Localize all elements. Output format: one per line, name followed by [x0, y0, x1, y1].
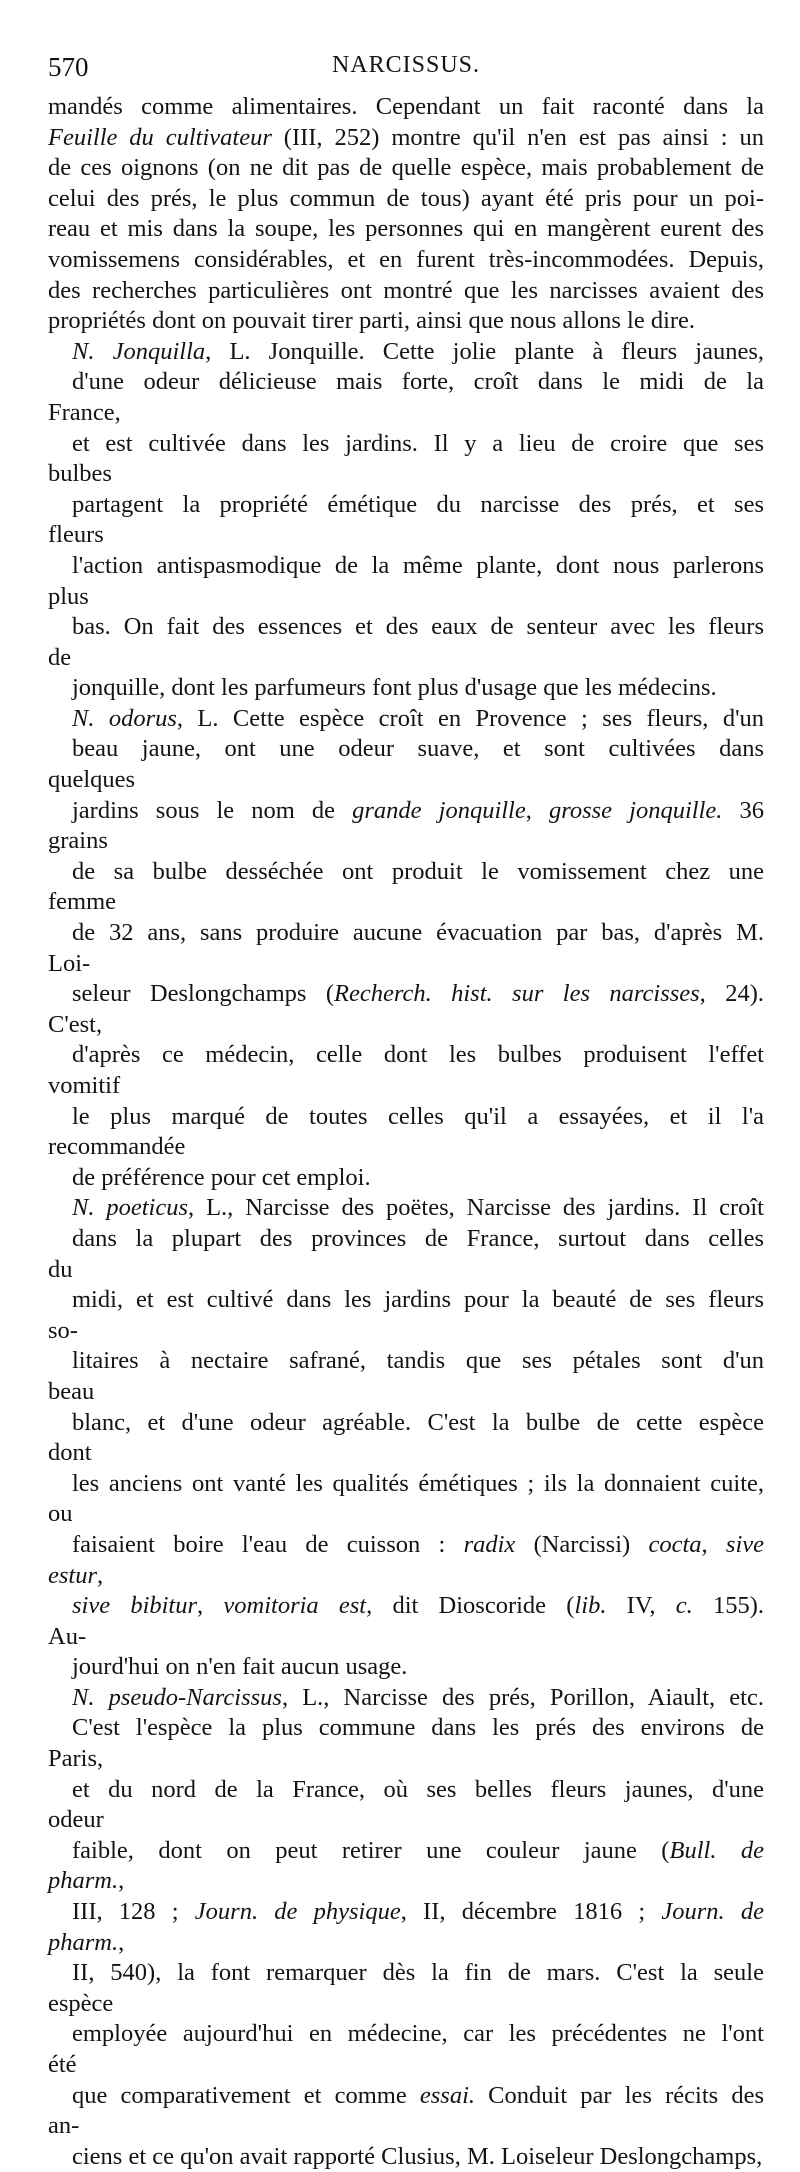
- text-run: de ces oignons (on ne dit pas de quelle espèce, mais probablement de: [48, 154, 764, 182]
- text-line: [48, 1591, 764, 1652]
- page-number: 570: [48, 52, 89, 82]
- text-run: ciens et ce qu'on avait rapporté Clusius, M. Loiseleur Deslongchamps,: [72, 2142, 763, 2170]
- text-line: [48, 1652, 764, 1683]
- text-line: [48, 1958, 764, 2019]
- italic-run: N. Jonquilla: [72, 337, 206, 365]
- italic-run: N. poeticus: [72, 1194, 189, 1222]
- italic-run: vomitoria est: [223, 1592, 367, 1620]
- text-line: [48, 337, 764, 368]
- text-run: 155). Au-: [48, 1592, 764, 1650]
- text-line: [48, 2081, 764, 2142]
- text-run: ,: [118, 1867, 125, 1895]
- text-line: [48, 2019, 764, 2080]
- paragraph-p1: [48, 92, 764, 337]
- italic-run: lib.: [574, 1592, 607, 1620]
- text-run: partagent la propriété émétique du narcisse des prés, et ses fleurs: [48, 490, 764, 549]
- text-run: , L. Cette espèce croît en Provence ; ses fleurs, d'un: [176, 704, 764, 732]
- text-run: , 24). C'est,: [48, 980, 764, 1038]
- text-run: les anciens ont vanté les qualités émétiques ; ils la donnaient cuite, ou: [48, 1469, 764, 1528]
- text-line: [48, 1408, 764, 1469]
- text-run: propriétés dont on pouvait tirer parti, ainsi que nous allons le dire.: [48, 307, 696, 335]
- text-line: [48, 123, 764, 154]
- italic-run: essai.: [419, 2081, 476, 2109]
- text-run: , L., Narcisse des prés, Porillon, Aiault, etc.: [281, 1683, 764, 1711]
- page-header: [48, 52, 764, 92]
- italic-run: N. odorus: [72, 704, 177, 732]
- text-run: ,: [525, 796, 549, 824]
- text-line: [48, 612, 764, 673]
- text-run: 36 grains: [48, 796, 764, 855]
- text-run: II, 540), la font remarquer dès la fin de mars. C'est la seule espèce: [48, 1959, 764, 2017]
- text-run: employée aujourd'hui en médecine, car les précédentes ne l'ont été: [48, 2020, 764, 2078]
- text-line: [48, 92, 764, 123]
- paragraph-p4: [48, 1193, 764, 1683]
- italic-run: Bull. de pharm.: [48, 1836, 764, 1895]
- text-run: celui des prés, le plus commun de tous) ayant été pris pour un poi-: [48, 184, 764, 212]
- italic-run: sive bibitur: [72, 1592, 198, 1620]
- text-run: beau jaune, ont une odeur suave, et sont cultivées dans quelques: [48, 735, 764, 794]
- text-line: [48, 1193, 764, 1224]
- text-run: reau et mis dans la soupe, les personnes qui en mangèrent eurent des: [48, 215, 764, 243]
- text-line: [48, 1836, 764, 1897]
- text-line: [48, 1683, 764, 1714]
- text-line: [48, 1163, 764, 1194]
- italic-run: N. pseudo-Narcissus: [72, 1683, 282, 1711]
- italic-run: Journ. de pharm.: [48, 1898, 764, 1956]
- text-run: faisaient boire l'eau de cuisson :: [72, 1530, 464, 1558]
- body-text: [48, 92, 764, 2172]
- text-run: le plus marqué de toutes celles qu'il a essayées, et il l'a recommandée: [48, 1102, 764, 1161]
- text-line: [48, 490, 764, 551]
- text-line: [48, 734, 764, 795]
- text-run: litaires à nectaire safrané, tandis que ses pétales sont d'un beau: [48, 1347, 764, 1405]
- text-line: [48, 1285, 764, 1346]
- text-run: ,: [97, 1561, 104, 1589]
- text-run: de préférence pour cet emploi.: [72, 1163, 371, 1191]
- text-run: dans la plupart des provinces de France, surtout dans celles du: [48, 1224, 764, 1283]
- text-run: de sa bulbe desséchée ont produit le vomissement chez une femme: [48, 857, 764, 916]
- text-run: Conduit par les récits des an-: [48, 2081, 764, 2140]
- text-line: [48, 1530, 764, 1591]
- paragraph-p5: [48, 1683, 764, 2172]
- text-run: l'action antispasmodique de la même plante, dont nous parlerons plus: [48, 551, 764, 610]
- text-run: vomissemens considérables, et en furent très-incommodées. Depuis,: [48, 245, 764, 273]
- text-line: [48, 1102, 764, 1163]
- text-line: [48, 153, 764, 184]
- text-line: [48, 276, 764, 307]
- text-run: d'après ce médecin, celle dont les bulbes produisent l'effet vomitif: [48, 1041, 764, 1099]
- text-run: ,: [118, 1928, 125, 1956]
- text-run: ,: [701, 1530, 726, 1558]
- text-line: [48, 184, 764, 215]
- text-run: et est cultivée dans les jardins. Il y a lieu de croire que ses bulbes: [48, 429, 764, 488]
- text-line: [48, 857, 764, 918]
- text-run: seleur Deslongchamps (: [72, 980, 334, 1008]
- text-run: de 32 ans, sans produire aucune évacuation par bas, d'après M. Loi-: [48, 919, 764, 977]
- text-line: [48, 2142, 764, 2172]
- italic-run: grosse jonquille.: [548, 796, 723, 824]
- italic-run: radix: [463, 1530, 516, 1558]
- text-run: ,: [197, 1592, 224, 1620]
- text-run: que comparativement et comme: [72, 2081, 420, 2109]
- text-run: C'est l'espèce la plus commune dans les prés des environs de Paris,: [48, 1714, 764, 1773]
- text-run: faible, dont on peut retirer une couleur jaune (: [72, 1836, 670, 1864]
- text-line: [48, 551, 764, 612]
- text-run: III, 128 ;: [72, 1898, 195, 1926]
- italic-run: cocta: [648, 1530, 702, 1558]
- text-line: [48, 429, 764, 490]
- text-run: , dit Dioscoride (: [366, 1592, 575, 1620]
- text-run: (Narcissi): [515, 1530, 649, 1558]
- text-line: [48, 1040, 764, 1101]
- text-run: jourd'hui on n'en fait aucun usage.: [72, 1653, 408, 1681]
- text-line: [48, 979, 764, 1040]
- text-line: [48, 1897, 764, 1958]
- text-run: (III, 252) montre qu'il n'en est pas ainsi : un: [271, 123, 764, 151]
- text-run: d'une odeur délicieuse mais forte, croît dans le midi de la France,: [48, 368, 764, 426]
- italic-run: Feuille du cultivateur: [48, 123, 272, 151]
- text-run: et du nord de la France, où ses belles fleurs jaunes, d'une odeur: [48, 1775, 764, 1834]
- text-line: [48, 1469, 764, 1530]
- italic-run: grande jonquille: [352, 796, 526, 824]
- text-line: [48, 1346, 764, 1407]
- text-line: [48, 673, 764, 704]
- text-run: bas. On fait des essences et des eaux de senteur avec les fleurs de: [48, 613, 764, 671]
- italic-run: Journ. de physique: [194, 1898, 401, 1926]
- paragraph-p2: [48, 337, 764, 704]
- text-line: [48, 245, 764, 276]
- text-line: [48, 1224, 764, 1285]
- text-run: , L. Jonquille. Cette jolie plante à fleurs jaunes,: [205, 337, 765, 365]
- text-line: [48, 1713, 764, 1774]
- italic-run: c.: [675, 1592, 693, 1620]
- paragraph-p3: [48, 704, 764, 1194]
- text-run: jardins sous le nom de: [72, 796, 353, 824]
- text-line: [48, 367, 764, 428]
- text-line: [48, 704, 764, 735]
- italic-run: Recherch. hist. sur les narcisses: [333, 980, 700, 1008]
- text-run: , L., Narcisse des poëtes, Narcisse des jardins. Il croît: [188, 1194, 764, 1222]
- text-line: [48, 1775, 764, 1836]
- text-run: , II, décembre 1816 ;: [400, 1898, 662, 1926]
- text-line: [48, 214, 764, 245]
- text-line: [48, 796, 764, 857]
- running-title: NARCISSUS.: [331, 52, 481, 78]
- text-run: midi, et est cultivé dans les jardins pour la beauté de ses fleurs so-: [48, 1286, 764, 1344]
- text-line: [48, 918, 764, 979]
- text-run: IV,: [606, 1592, 676, 1620]
- text-run: blanc, et d'une odeur agréable. C'est la bulbe de cette espèce dont: [48, 1408, 764, 1467]
- text-run: des recherches particulières ont montré que les narcisses avaient des: [48, 276, 764, 304]
- italic-run: sive estur: [48, 1530, 765, 1589]
- text-run: jonquille, dont les parfumeurs font plus d'usage que les médecins.: [72, 674, 717, 702]
- text-line: [48, 306, 764, 337]
- text-run: mandés comme alimentaires. Cependant un fait raconté dans la: [48, 93, 764, 120]
